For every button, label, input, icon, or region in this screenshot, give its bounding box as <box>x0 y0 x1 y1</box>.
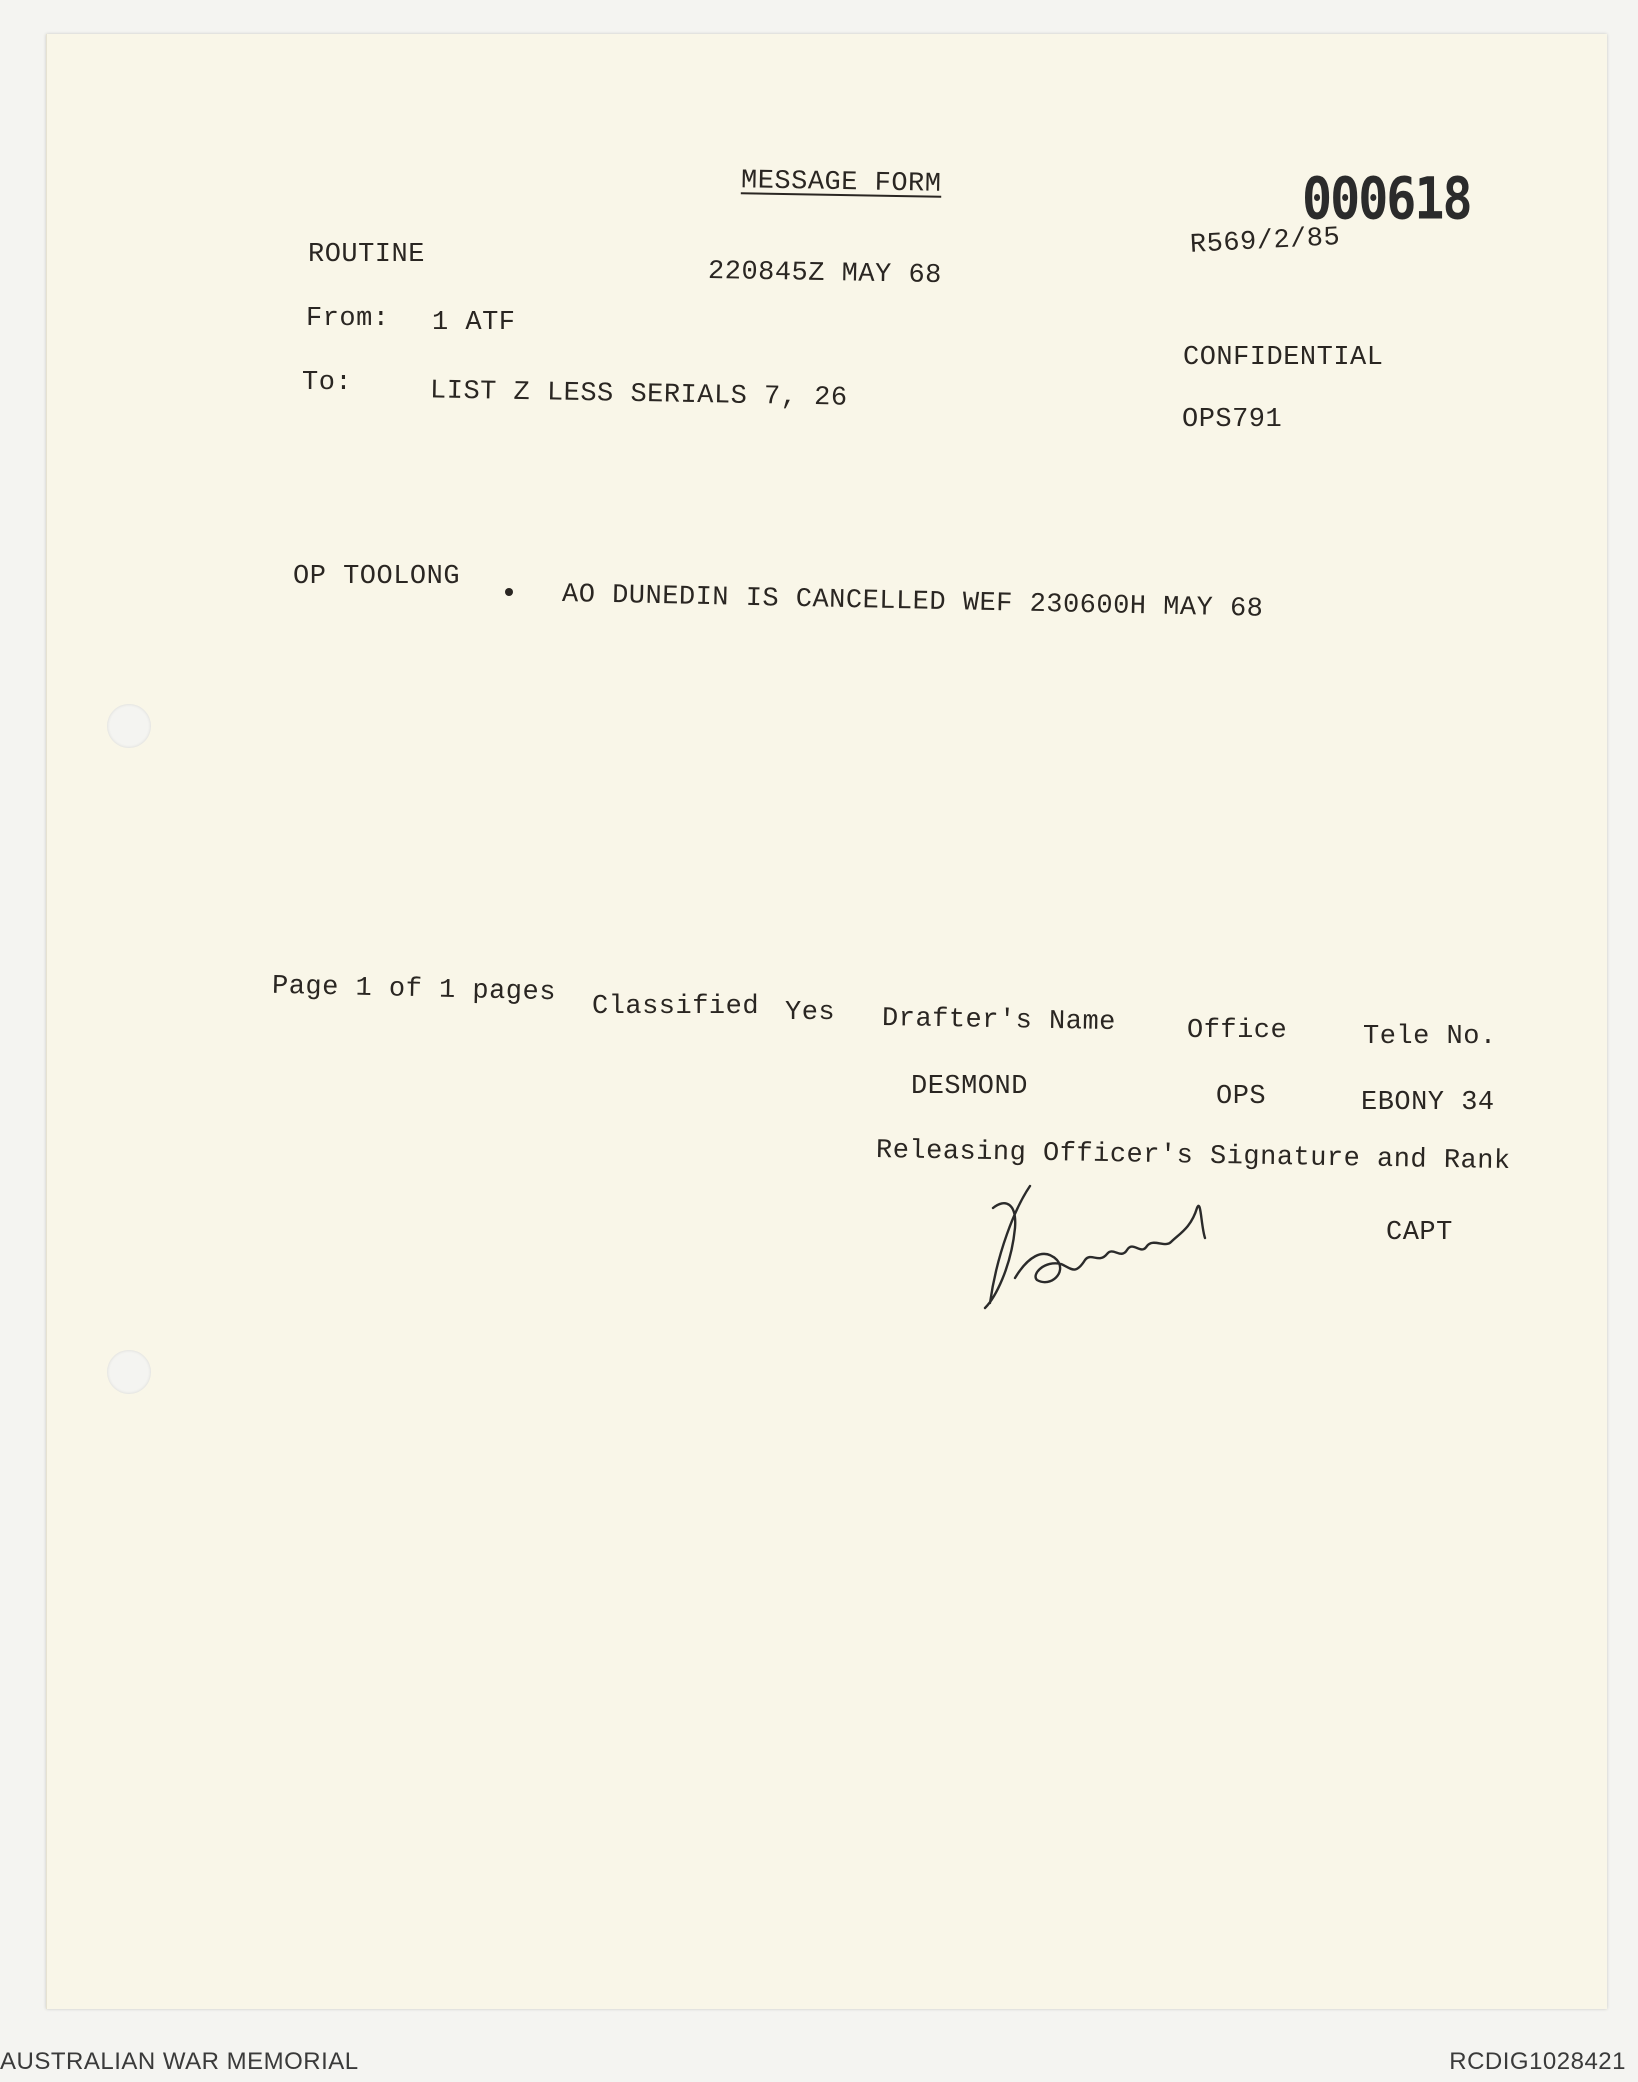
releasing-label: Releasing Officer's Signature and Rank <box>875 1136 1511 1178</box>
punch-hole <box>107 704 151 748</box>
stamp-number: 000618 <box>1302 165 1471 233</box>
originator-number: OPS791 <box>1182 405 1283 435</box>
rank: CAPT <box>1386 1218 1453 1248</box>
operation-name: OP TOOLONG <box>293 562 461 592</box>
from-label: From: <box>306 304 390 334</box>
drafter-value: DESMOND <box>911 1072 1028 1102</box>
tele-label: Tele No. <box>1363 1022 1497 1052</box>
message-text: AO DUNEDIN IS CANCELLED WEF 230600H MAY 68 <box>561 580 1264 625</box>
file-reference: R569/2/85 <box>1189 223 1342 261</box>
from-value: 1 ATF <box>432 308 516 338</box>
to-label: To: <box>302 368 353 398</box>
archive-institution: AUSTRALIAN WAR MEMORIAL <box>0 2048 359 2075</box>
date-time-group: 220845Z MAY 68 <box>707 256 943 292</box>
office-value: OPS <box>1216 1082 1267 1112</box>
archive-item-id: RCDIG1028421 <box>1449 2048 1626 2075</box>
separator-dot <box>505 588 513 596</box>
form-title: MESSAGE FORM <box>740 166 942 200</box>
to-value: LIST Z LESS SERIALS 7, 26 <box>429 376 848 414</box>
drafter-label: Drafter's Name <box>881 1003 1117 1039</box>
classified-value: Yes <box>785 998 836 1028</box>
tele-value: EBONY 34 <box>1361 1088 1495 1118</box>
classification: CONFIDENTIAL <box>1183 343 1384 373</box>
classified-label: Classified <box>592 992 760 1022</box>
punch-hole <box>107 1350 151 1394</box>
precedence: ROUTINE <box>308 240 425 270</box>
office-label: Office <box>1187 1016 1288 1046</box>
signature <box>975 1168 1235 1318</box>
page-info: Page 1 of 1 pages <box>271 971 557 1009</box>
